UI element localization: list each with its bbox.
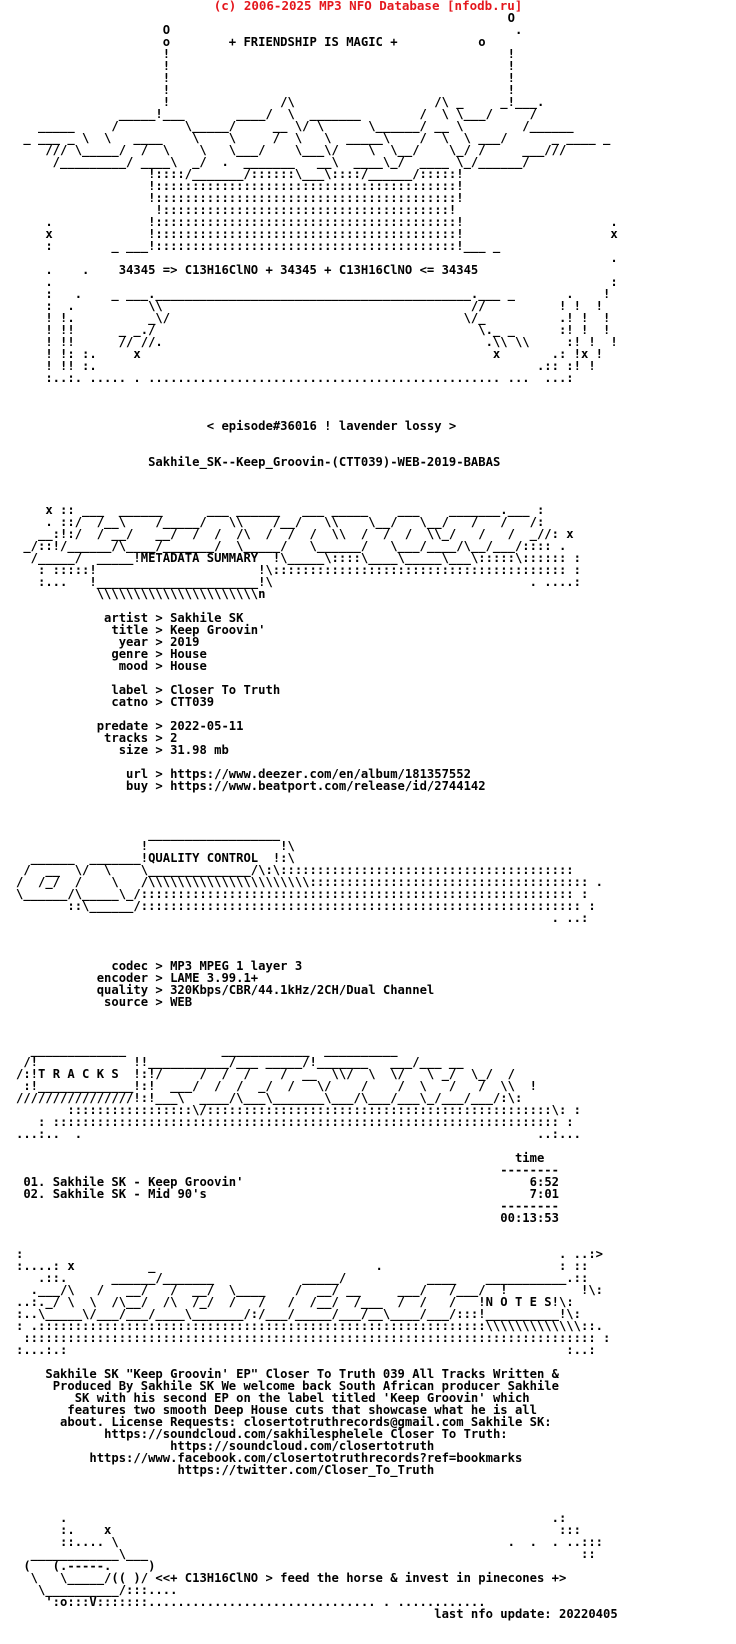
meta-title: Keep Groovin' bbox=[170, 623, 266, 637]
banner-formula: 34345 => C13H16ClNO + 34345 + C13H16ClNO <= 34345 bbox=[118, 263, 479, 277]
section-metadata: METADATA SUMMARY bbox=[140, 551, 259, 565]
section-tracks: T R A C K S bbox=[38, 1067, 119, 1081]
track-time-1: 7:01 bbox=[529, 1187, 560, 1201]
footer-tagline: <<+ C13H16ClNO > feed the horse & invest in pinecones +> bbox=[155, 1571, 567, 1585]
track-name-1: Sakhile SK - Mid 90's bbox=[52, 1187, 207, 1201]
notes-line-0: Sakhile SK "Keep Groovin' EP" Closer To Truth 039 All Tracks Written & bbox=[45, 1367, 559, 1381]
meta-genre: House bbox=[170, 647, 207, 661]
notes-line-6: https://soundcloud.com/closertotruth bbox=[170, 1439, 435, 1453]
quality-codec: MP3 MPEG 1 layer 3 bbox=[170, 959, 303, 973]
footer-last-update: last nfo update: 20220405 bbox=[434, 1607, 618, 1621]
track-time-0: 6:52 bbox=[529, 1175, 560, 1189]
meta-predate: 2022-05-11 bbox=[170, 719, 244, 733]
meta-tracks: 2 bbox=[170, 731, 178, 745]
meta-mood: House bbox=[170, 659, 207, 673]
release-name: Sakhile_SK--Keep_Groovin-(CTT039)-WEB-2019-BABAS bbox=[148, 455, 501, 469]
nfo-text: O O . o + FRIENDSHIP IS MAGIC + o ! ! ! ! ! ! ! ! ! /\ /\ _ _!___. _____!___ ____/ \ _______ / \ \___/ / _____ / \_____/ __ \/ \ \______/ __ \ /______ _ ___ _ \ \ ____ \ \ / \ \ _____\ / \ \ ___/ _ ____ _ /// \_____/ / \ \ \___/ \___\/ \ \__/ \_/ / ___/// /_________/ ____\ _/ . _______ __\ ____\_/ ____ \_/______/ !::::/_______/::::::\___\::::/______/:::::! !:::::::::::::::::::::::::::::::::::::::::! !:::::::::::::::::::::::::::::::::::::::::! !:::::::::::::::::::::::::::::::::::::::! . !:::::::::::::::::::::::::::::::::::::::::! . x !:::::::::::::::::::::::::::::::::::::::::! x : _ ___!:::::::::::::::::::::::::::::::::::::::::!___ _ . . . 34345 => C13H16ClNO + 34345 + C13H16ClNO <= 34345 . : : . _ ___.___________________________________________.___ _ . ! : . \\ // ! ! ! ! !. _\/ \/_ .! ! ! ! !! _ _./ \._ _ :! ! ! ! !! // //. .\\ \\ :! ! ! ! !: :. x x .: !x ! ! !! :. .:: :! ! :..:. ..... . ................................................ ... ...: < episode#36016 ! lavender lossy > Sakhile_SK--Keep_Groovin-(CTT039)-WEB-2019-BABAS x :: ___ ______ ___ ______ ___ _____ ___ _______.___ : . ::/ /__\ /_____/ \\ /__/ \\ \__/ \__/ / / /: __:!:/ / __/ __/ / / /\ / / / \\ / / / \\_/ / / _//: x _/::!/______/\____/_______/ \_____/ \______/ \___/____/\__/___/:::: . /_____/ _____!METADATA SUMMARY !\_____\::::\____\_____\___\:::::\:::::: : : :::::! !\:::::::::::::::::::::::::::::::::::::::: : :... !______________________!\ . ....: \\\\\\\\\\\\\\\\\\\\\\n artist > Sakhile SK title > Keep Groovin' year > 2019 genre > House mood > House label > Closer To Truth catno > CTT039 predate > 2022-05-11 tracks > 2 size > 31.98 mb url > https://www.deezer.com/en/album/181357552 buy > https://www.beatport.com/release/id/2744142 __________________ ! !\ ______ _______!QUALITY CONTROL !:\ / __ \/ \ \______________/\:\:::::::::::::::::::::::::::::::::::::::: / /_/ / \ /\\\\\\\\\\\\\\\\\\\\\\:::::::::::::::::::::::::::::::::::::: . \______/\_____\_/::::::::::::::::::::::::::::::::::::::::::::::::::::::::::: : ::\______/:::::::::::::::::::::::::::::::::::::::::::::::::::::::::::: : . ..: codec > MP3 MPEG 1 layer 3 encoder > LAME 3.99.1+ quality > 320Kbps/CBR/44.1kHz/2CH/Dual Channel source > WEB _____________ ____________ __________ /! !!___________/___ _____/!_______ ___/___ __ /:!T R A C K S !:!/ / / / / __ \\/ \ \/ \ _/ \_/ / :!_____________!:! ___/ / / _/ / \/ / / \ / / \\ ! ////////////////!:!___\ ____/\___\_______\___/\___/___\_/___/___/:\: :::::::::::::::::\/:::::::::::::::::::::::::::::::::::::::::::::::\: : : ::::::::::::::::::::::::::::::::::::::::::::::::::::::::::::::::::::: : ...:.. . ..:... time -------- 01. Sakhile SK - Keep Groovin' 6:52 02. Sakhile SK - Mid 90's 7:01 -------- 00:13:53 : . ..:> :....: x _ . : :: .::. ______/_______ _____/ ____ ___________.:: .___/\ / __/ / __/ \____ / __/ __ ___/ /___/ ! !\: ..:._/ \ \ /\__/ /\ /_/ / / / /__/ /___ / / / !N O T E S!\: :..\_____\/___/___/____\_______/:/___/_____/___/__\____/___/:::!__________!\: : .:::::::::::::::::::::::::::::::::::::::::::::::::::::::::::::\\\\\\\\\\\\\::. :::::::::::::::::::::::::::::::::::::::::::::::::::::::::::::::::::::::::::::: : :...:.: :..: Sakhile SK "Keep Groovin' EP" Closer To Truth 039 All Tracks Written & Produced By Sakhile SK We welcome back South African producer Sakhile SK with his second EP on the label titled 'Keep Groovin' which features two smooth Deep House cuts that showcase what he is all about. License Requests: closertotruthrecords@gmail.com Sakhile SK: https://soundcloud.com/sakhilesphelele Closer To Truth: https://soundcloud.com/closertotruth https://www.facebook.com/closertotruthrecords?ref=bookmarks https://twitter.com/Closer_To_Truth . .: :. x ::: ::.... \ . . . ..::: ____________\___ :: ( (.-----. ) \ \_____/(( )/ <<+ C13H16ClNO > feed the horse & invest in pinecones +> \__________/:::.... ':o:::V:::::::............................... . ............ last nfo update: 20220405 bbox=[16, 11, 618, 1621]
notes-line-1: Produced By Sakhile SK We welcome back South African producer Sakhile bbox=[52, 1379, 559, 1393]
track-name-0: Sakhile SK - Keep Groovin' bbox=[52, 1175, 244, 1189]
meta-size: 31.98 mb bbox=[170, 743, 229, 757]
quality-quality: 320Kbps/CBR/44.1kHz/2CH/Dual Channel bbox=[170, 983, 435, 997]
track-no-1: 02. bbox=[23, 1187, 46, 1201]
notes-line-7: https://www.facebook.com/closertotruthrecords?ref=bookmarks bbox=[89, 1451, 523, 1465]
meta-artist: Sakhile SK bbox=[170, 611, 244, 625]
track-no-0: 01. bbox=[23, 1175, 46, 1189]
site-header: (c) 2006-2025 MP3 NFO Database [nfodb.ru] bbox=[213, 0, 523, 13]
quality-encoder: LAME 3.99.1+ bbox=[170, 971, 259, 985]
episode: < episode#36016 ! lavender lossy > bbox=[206, 419, 457, 433]
section-quality: QUALITY CONTROL bbox=[148, 851, 259, 865]
notes-line-2: SK with his second EP on the label titled 'Keep Groovin' which bbox=[74, 1391, 530, 1405]
tracks-time-header: time bbox=[514, 1151, 545, 1165]
meta-catno: CTT039 bbox=[170, 695, 215, 709]
tracks-total: 00:13:53 bbox=[500, 1211, 559, 1225]
meta-url: https://www.deezer.com/en/album/181357552 bbox=[170, 767, 471, 781]
quality-source: WEB bbox=[170, 995, 193, 1009]
notes-line-3: features two smooth Deep House cuts that showcase what he is all bbox=[67, 1403, 537, 1417]
section-notes: N O T E S bbox=[485, 1295, 552, 1309]
notes-line-5: https://soundcloud.com/sakhilesphelele Closer To Truth: bbox=[104, 1427, 508, 1441]
meta-year: 2019 bbox=[170, 635, 200, 649]
notes-line-4: about. License Requests: closertotruthrecords@gmail.com Sakhile SK: bbox=[60, 1415, 552, 1429]
banner-title: + FRIENDSHIP IS MAGIC + bbox=[228, 35, 398, 49]
notes-line-8: https://twitter.com/Closer_To_Truth bbox=[177, 1463, 435, 1477]
meta-label: Closer To Truth bbox=[170, 683, 281, 697]
meta-buy: https://www.beatport.com/release/id/2744142 bbox=[170, 779, 486, 793]
